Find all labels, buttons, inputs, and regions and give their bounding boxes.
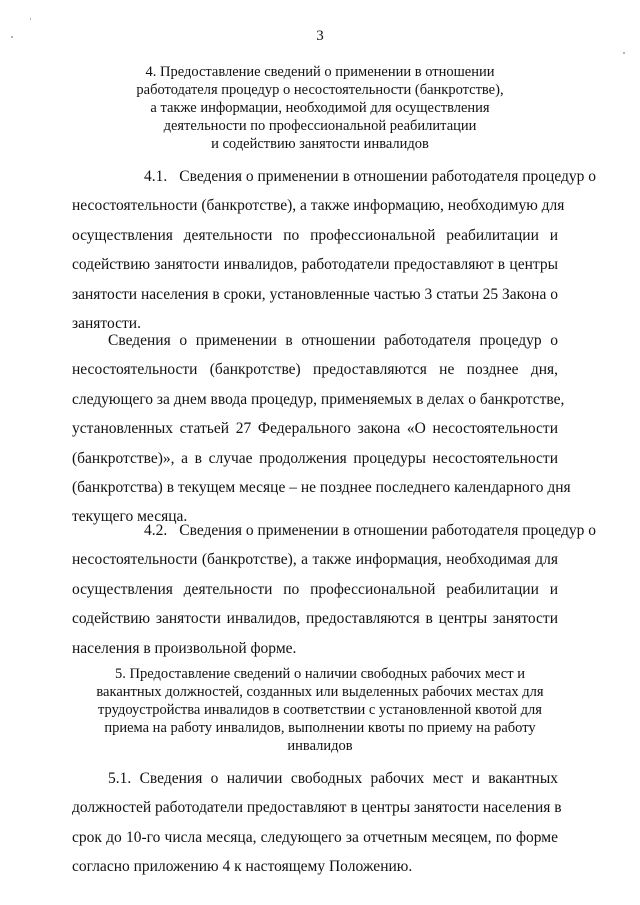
heading-line: деятельности по профессиональной реабилитации xyxy=(163,118,477,134)
heading-line: и содействию занятости инвалидов xyxy=(211,136,429,152)
heading-line: вакантных должностей, созданных или выделенных рабочих местах для xyxy=(96,684,544,700)
scan-speck xyxy=(623,52,625,54)
paragraph-line: 4.1. Сведения о применении в отношении работодателя процедур о xyxy=(72,162,558,191)
paragraph-line: осуществления деятельности по профессиональной реабилитации и xyxy=(72,226,558,244)
paragraph-line: несостоятельности (банкротстве) предоставляются не позднее дня, xyxy=(72,361,558,379)
heading-line: инвалидов xyxy=(287,738,353,754)
paragraph-line: должностей работодатели предоставляют в центры занятости населения в xyxy=(72,799,562,817)
paragraph-line: текущего месяца. xyxy=(72,508,188,526)
paragraph-line: содействию занятости инвалидов, работодатели предоставляют в центры xyxy=(72,256,558,274)
heading-line: приема на работу инвалидов, выполнении квоты по приему на работу xyxy=(104,720,536,736)
heading-line: а также информации, необходимой для осуществления xyxy=(150,100,490,116)
paragraph-line: занятости. xyxy=(72,314,141,332)
paragraph-line: осуществления деятельности по профессиональной реабилитации и xyxy=(72,580,558,598)
section-5-heading xyxy=(72,665,568,755)
paragraph-4-1-continued xyxy=(72,326,571,532)
heading-line: 4. Предоставление сведений о применении в отношении xyxy=(145,64,495,80)
paragraph-line: несостоятельности (банкротстве), а также информацию, необходимую для xyxy=(72,197,565,215)
paragraph-line: следующего за днем ввода процедур, применяемых в делах о банкротстве, xyxy=(72,390,565,408)
paragraph-4-1 xyxy=(72,162,597,338)
paragraph-line: несостоятельности (банкротстве), а также информация, необходимая для xyxy=(72,551,558,569)
paragraph-line: установленных статьей 27 Федерального закона «О несостоятельности xyxy=(72,420,558,438)
page-number: 3 xyxy=(316,28,324,44)
paragraph-line: содействию занятости инвалидов, предоставляются в центры занятости xyxy=(72,610,558,628)
paragraph-5-1 xyxy=(72,764,562,882)
paragraph-line: (банкротстве)», а в случае продолжения процедуры несостоятельности xyxy=(72,449,558,467)
paragraph-number: 4.2. xyxy=(144,522,168,539)
paragraph-4-2 xyxy=(72,516,597,663)
paragraph-line: занятости населения в сроки, установленные частью 3 статьи 25 Закона о xyxy=(72,285,558,303)
scan-speck xyxy=(11,36,13,38)
section-4-heading xyxy=(72,63,568,153)
paragraph-line: (банкротства) в текущем месяце – не позднее последнего календарного дня xyxy=(72,478,571,496)
paragraph-line: 4.2. Сведения о применении в отношении работодателя процедур о xyxy=(72,516,558,545)
paragraph-line: населения в произвольной форме. xyxy=(72,639,297,657)
paragraph-number: 4.1. xyxy=(144,168,168,185)
heading-line: трудоустройства инвалидов в соответствии с установленной квотой для xyxy=(98,702,542,718)
heading-line: 5. Предоставление сведений о наличии свободных рабочих мест и xyxy=(115,666,525,682)
heading-line: работодателя процедур о несостоятельности (банкротстве), xyxy=(136,82,504,98)
paragraph-line: Сведения о применении в отношении работодателя процедур о xyxy=(108,332,558,349)
paragraph-line: 5.1. Сведения о наличии свободных рабочих мест и вакантных xyxy=(108,770,558,787)
paragraph-line: согласно приложению 4 к настоящему Положению. xyxy=(72,858,413,876)
paragraph-line: срок до 10-го числа месяца, следующего за отчетным месяцем, по форме xyxy=(72,828,558,846)
scan-speck xyxy=(30,18,31,20)
